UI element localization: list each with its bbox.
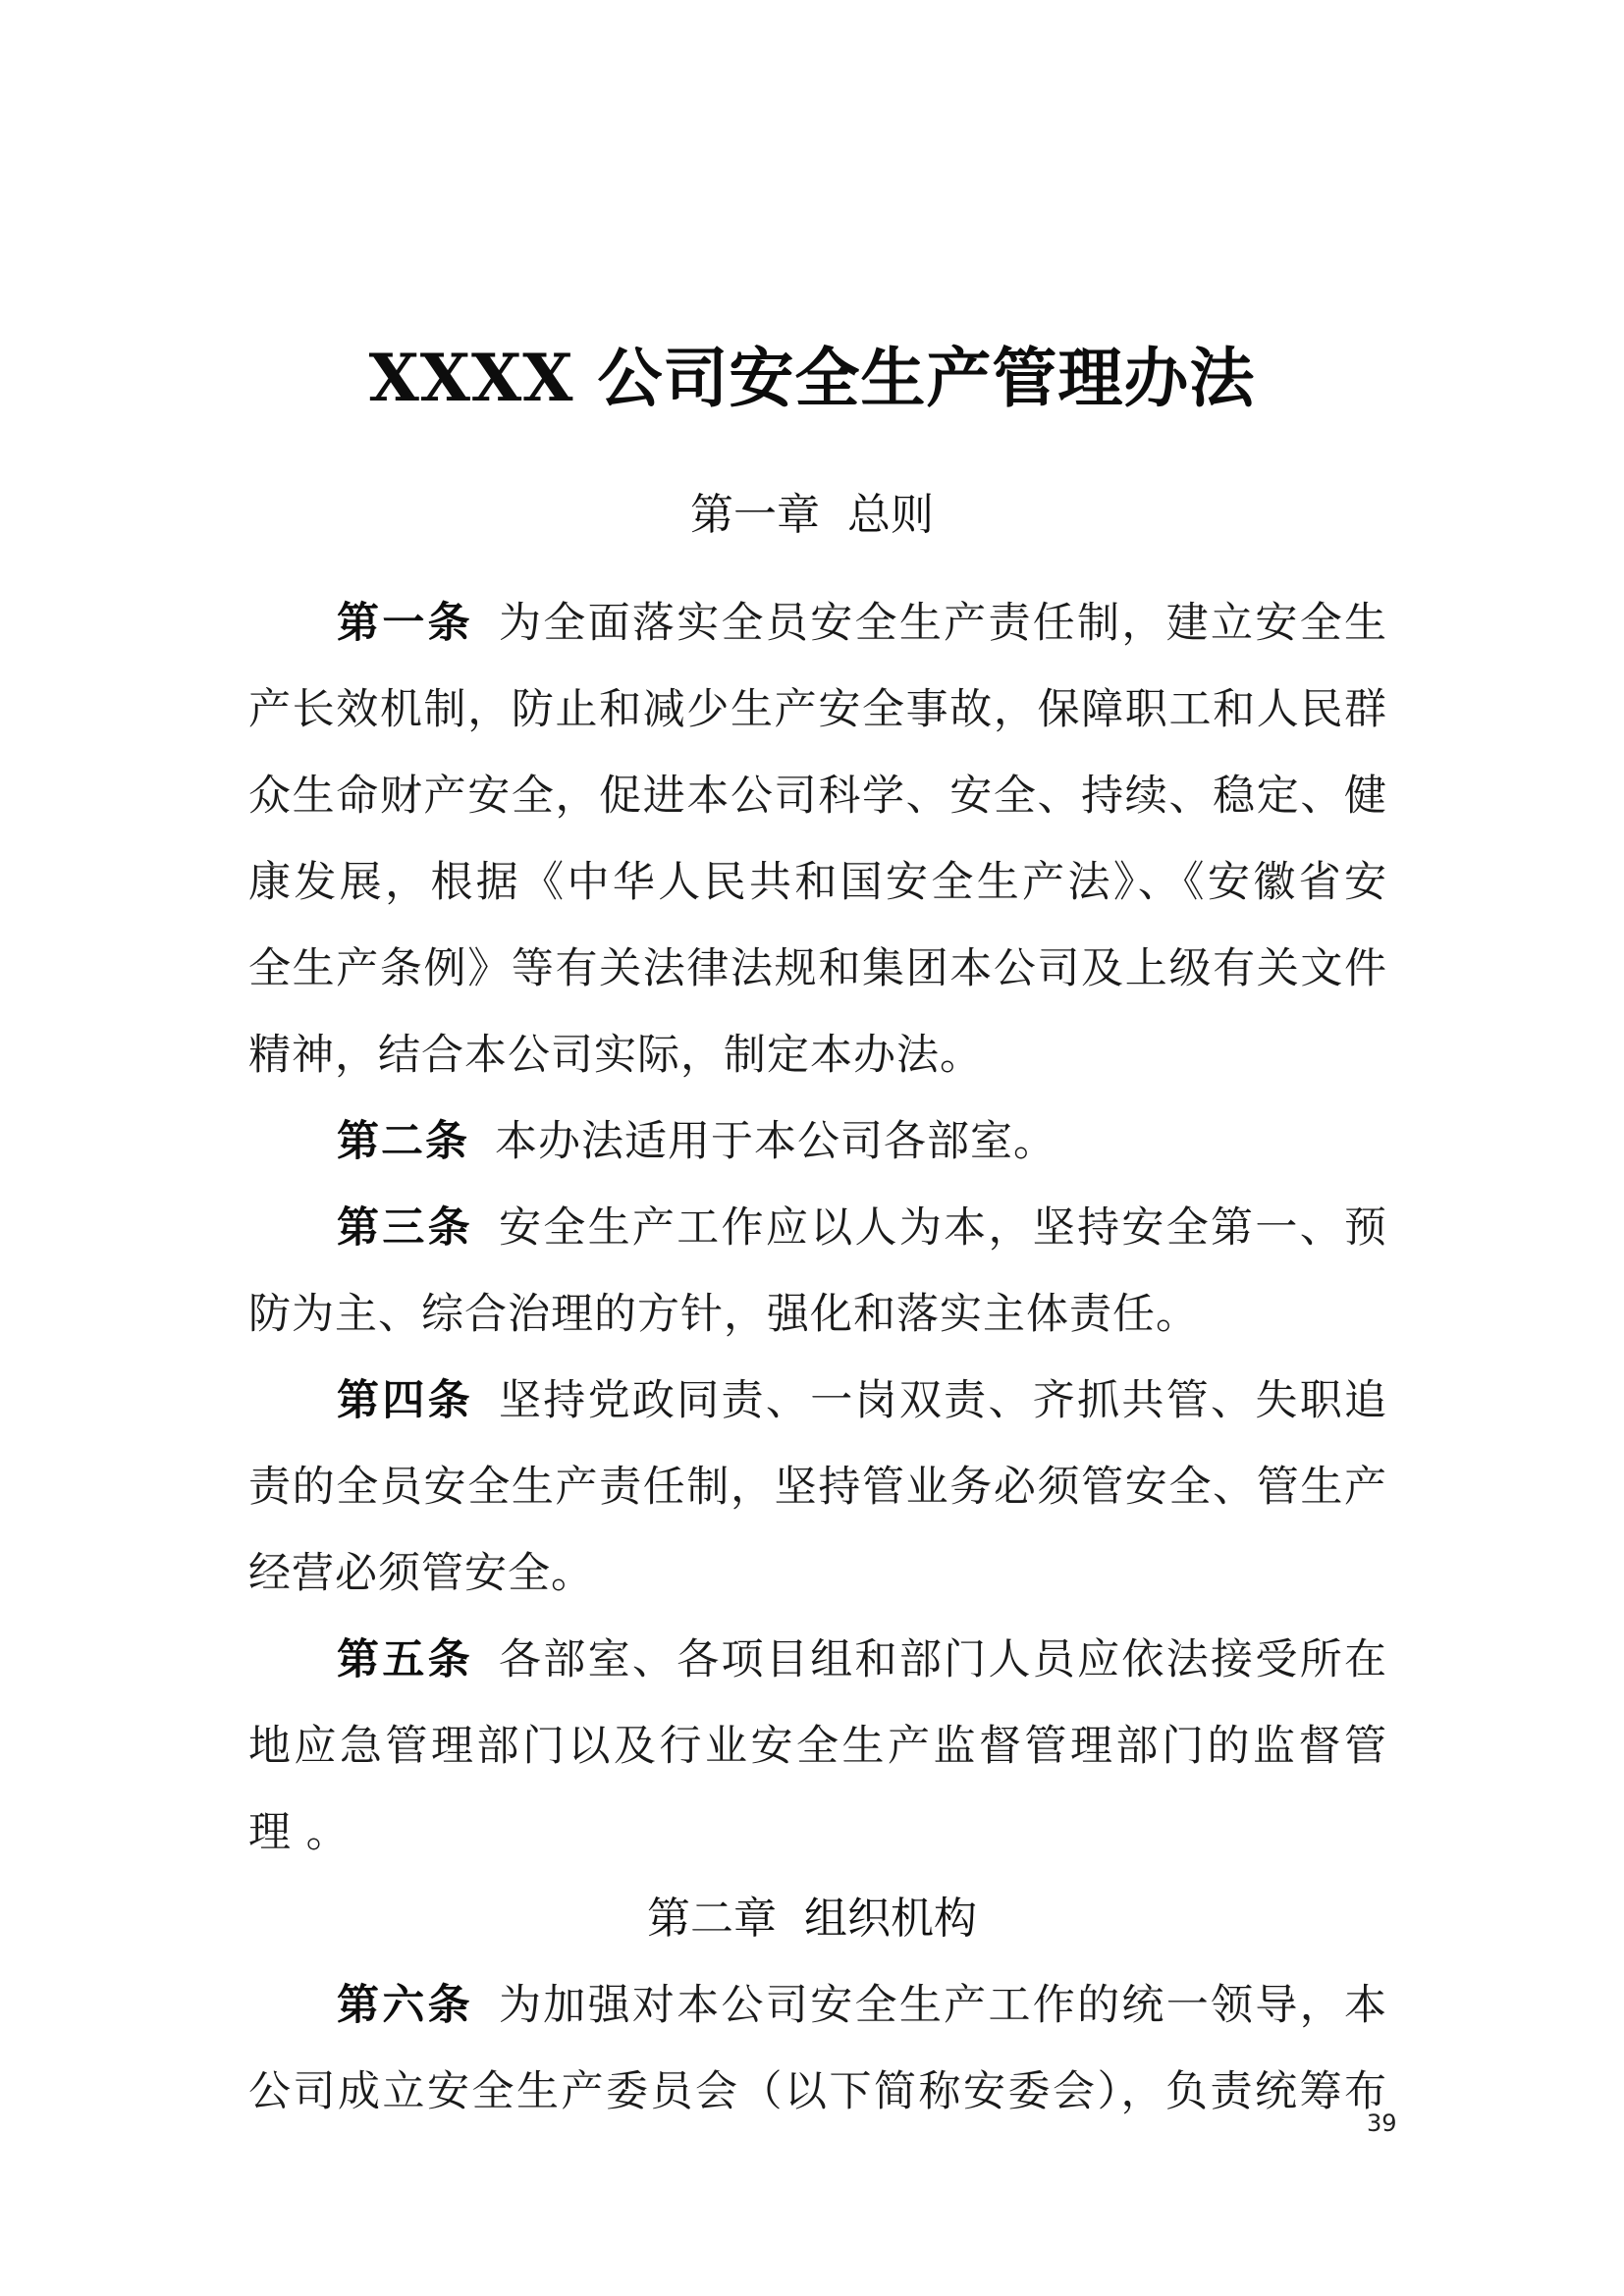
article-first-line	[337, 1976, 1387, 2035]
article-label: 第三条	[337, 1203, 473, 1253]
article-label: 第四条	[337, 1376, 473, 1425]
article-first-line	[337, 1371, 1387, 1430]
article-first-line	[337, 1630, 1387, 1689]
article-line: 康发展，根据《中华人民共和国安全生产法》、《安徽省安	[248, 858, 1387, 907]
article-label: 第六条	[337, 1981, 473, 2030]
article-text: 坚持党政同责、一岗双责、齐抓共管、失职追	[498, 1376, 1388, 1425]
article-line: 全生产条例》等有关法律法规和集团本公司及上级有关文件	[248, 944, 1387, 993]
chapter-heading: 第二章 组织机构	[647, 1894, 977, 1944]
article-line: 地应急管理部门以及行业安全生产监督管理部门的监督管	[248, 1722, 1387, 1771]
document-title: XXXX 公司安全生产管理办法	[368, 340, 1256, 416]
article-line: 理 。	[248, 1808, 350, 1857]
article-line: 公司成立安全生产委员会（以下简称安委会），负责统筹布	[248, 2067, 1387, 2116]
article-line: 经营必须管安全。	[248, 1549, 594, 1598]
article-label: 第五条	[337, 1635, 473, 1684]
article-first-line	[337, 594, 1387, 653]
article-text: 为加强对本公司安全生产工作的统一领导，本	[498, 1981, 1388, 2030]
article-line: 责的全员安全生产责任制，坚持管业务必须管安全、管生产	[248, 1463, 1387, 1512]
article-text: 各部室、各项目组和部门人员应依法接受所在	[498, 1635, 1388, 1684]
article-text: 本办法适用于本公司各部室。	[495, 1117, 1056, 1166]
article-first-line	[337, 1199, 1387, 1257]
article-label: 第一条	[337, 599, 473, 648]
article-line: 精神，结合本公司实际，制定本办法。	[248, 1031, 983, 1080]
chapter-heading: 第一章 总则	[690, 490, 934, 540]
article-line: 防为主、综合治理的方针，强化和落实主体责任。	[248, 1290, 1199, 1339]
article-text: 安全生产工作应以人为本，坚持安全第一、预	[498, 1203, 1388, 1253]
article-first-line	[337, 1112, 1387, 1171]
article-label: 第二条	[337, 1117, 469, 1166]
article-line: 产长效机制，防止和减少生产安全事故，保障职工和人民群	[248, 685, 1387, 734]
page-number: 39	[1367, 2109, 1397, 2137]
article-text: 为全面落实全员安全生产责任制，建立安全生	[498, 599, 1388, 648]
article-line: 众生命财产安全，促进本公司科学、安全、持续、稳定、健	[248, 772, 1387, 821]
